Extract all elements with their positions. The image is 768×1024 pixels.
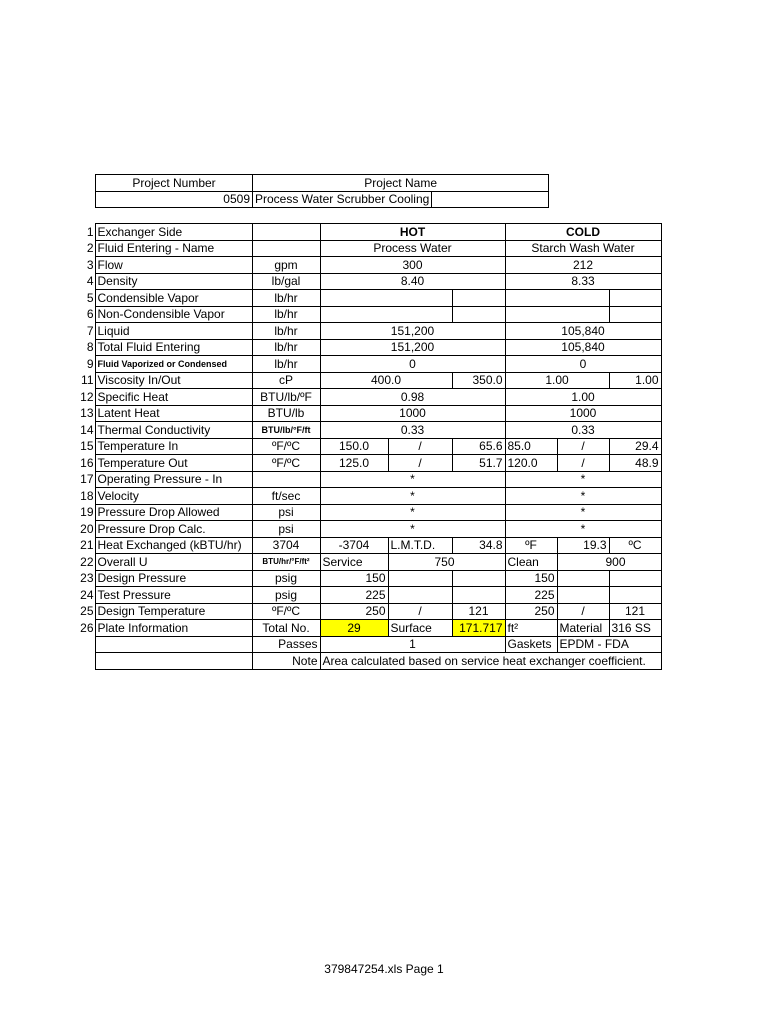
table-row: 25 Design Temperature ºF/ºC 250 / 121 250 / 121 xyxy=(78,603,661,620)
overall-u-clean: 900 xyxy=(557,554,661,571)
table-row: 18 Velocity ft/sec * * xyxy=(78,488,661,505)
project-number: 0509 xyxy=(96,191,253,208)
table-row xyxy=(78,224,661,241)
table-row: 23 Design Pressure psig 150 150 xyxy=(78,570,661,587)
plate-total-number: 29 xyxy=(320,620,388,637)
table-row: 22 Overall U BTU/hr/°F/ft² Service 750 Clean 900 xyxy=(78,554,661,571)
table-row: 20 Pressure Drop Calc. psi * * xyxy=(78,521,661,538)
table-row: 26 Plate Information Total No. 29 Surface 171.717 ft² Material 316 SS xyxy=(78,620,661,637)
project-name-label: Project Name xyxy=(253,175,549,192)
table-row: 7 Liquid lb/hr 151,200 105,840 xyxy=(78,323,661,340)
plate-material: 316 SS xyxy=(609,620,661,637)
table-row: 15 Temperature In ºF/ºC 150.0 / 65.6 85.0 / 29.4 xyxy=(78,438,661,455)
row-label: Exchanger Side xyxy=(95,224,252,241)
table-row: 17 Operating Pressure - In * * xyxy=(78,471,661,488)
project-number-label: Project Number xyxy=(96,175,253,192)
cold-side-header: COLD xyxy=(505,224,661,241)
row-number: 1 xyxy=(86,224,94,239)
table-row: 24 Test Pressure psig 225 225 xyxy=(78,587,661,604)
table-row: Note Area calculated based on service heat exchanger coefficient. xyxy=(78,653,661,670)
table-row: 4 Density lb/gal 8.40 8.33 xyxy=(78,273,661,290)
project-table xyxy=(95,174,549,208)
exchanger-spec-table xyxy=(78,223,662,670)
hot-side-header: HOT xyxy=(320,224,505,241)
table-row: 8 Total Fluid Entering lb/hr 151,200 105,840 xyxy=(78,339,661,356)
page-footer: 379847254.xls Page 1 xyxy=(324,962,444,976)
table-row: Passes 1 Gaskets EPDM - FDA xyxy=(78,636,661,653)
heat-exchanged-hot: 3704 xyxy=(252,537,320,554)
table-row: 11 Viscosity In/Out cP 400.0 350.0 1.00 1.00 xyxy=(78,372,661,389)
table-row: 13 Latent Heat BTU/lb 1000 1000 xyxy=(78,405,661,422)
table-row: 21 Heat Exchanged (kBTU/hr) 3704 -3704 L.M.T.D. 34.8 ºF 19.3 ºC xyxy=(78,537,661,554)
lmtd-f: 34.8 xyxy=(452,537,505,554)
heat-exchanged-cold: -3704 xyxy=(320,537,388,554)
hot-fluid-name: Process Water xyxy=(320,240,505,257)
note-text: Area calculated based on service heat exchanger coefficient. xyxy=(320,653,661,670)
table-row: 3 Flow gpm 300 212 xyxy=(78,257,661,274)
table-row: 16 Temperature Out ºF/ºC 125.0 / 51.7 120.0 / 48.9 xyxy=(78,455,661,472)
table-row: 5 Condensible Vapor lb/hr xyxy=(78,290,661,307)
table-row: 14 Thermal Conductivity BTU/lb/°F/ft 0.33 0.33 xyxy=(78,422,661,439)
table-row: 6 Non-Condensible Vapor lb/hr xyxy=(78,306,661,323)
project-name-empty xyxy=(432,191,549,208)
project-name: Process Water Scrubber Cooling xyxy=(253,191,432,208)
table-row: 2 Fluid Entering - Name Process Water Starch Wash Water xyxy=(78,240,661,257)
table-row: 19 Pressure Drop Allowed psi * * xyxy=(78,504,661,521)
plate-surface-area: 171.717 xyxy=(452,620,505,637)
lmtd-c: 19.3 xyxy=(557,537,609,554)
cold-fluid-name: Starch Wash Water xyxy=(505,240,661,257)
table-row: 9 Fluid Vaporized or Condensed lb/hr 0 0 xyxy=(78,356,661,373)
plate-gaskets: EPDM - FDA xyxy=(557,636,661,653)
plate-passes: 1 xyxy=(320,636,505,653)
table-row: 12 Specific Heat BTU/lb/ºF 0.98 1.00 xyxy=(78,389,661,406)
overall-u-service: 750 xyxy=(388,554,505,571)
